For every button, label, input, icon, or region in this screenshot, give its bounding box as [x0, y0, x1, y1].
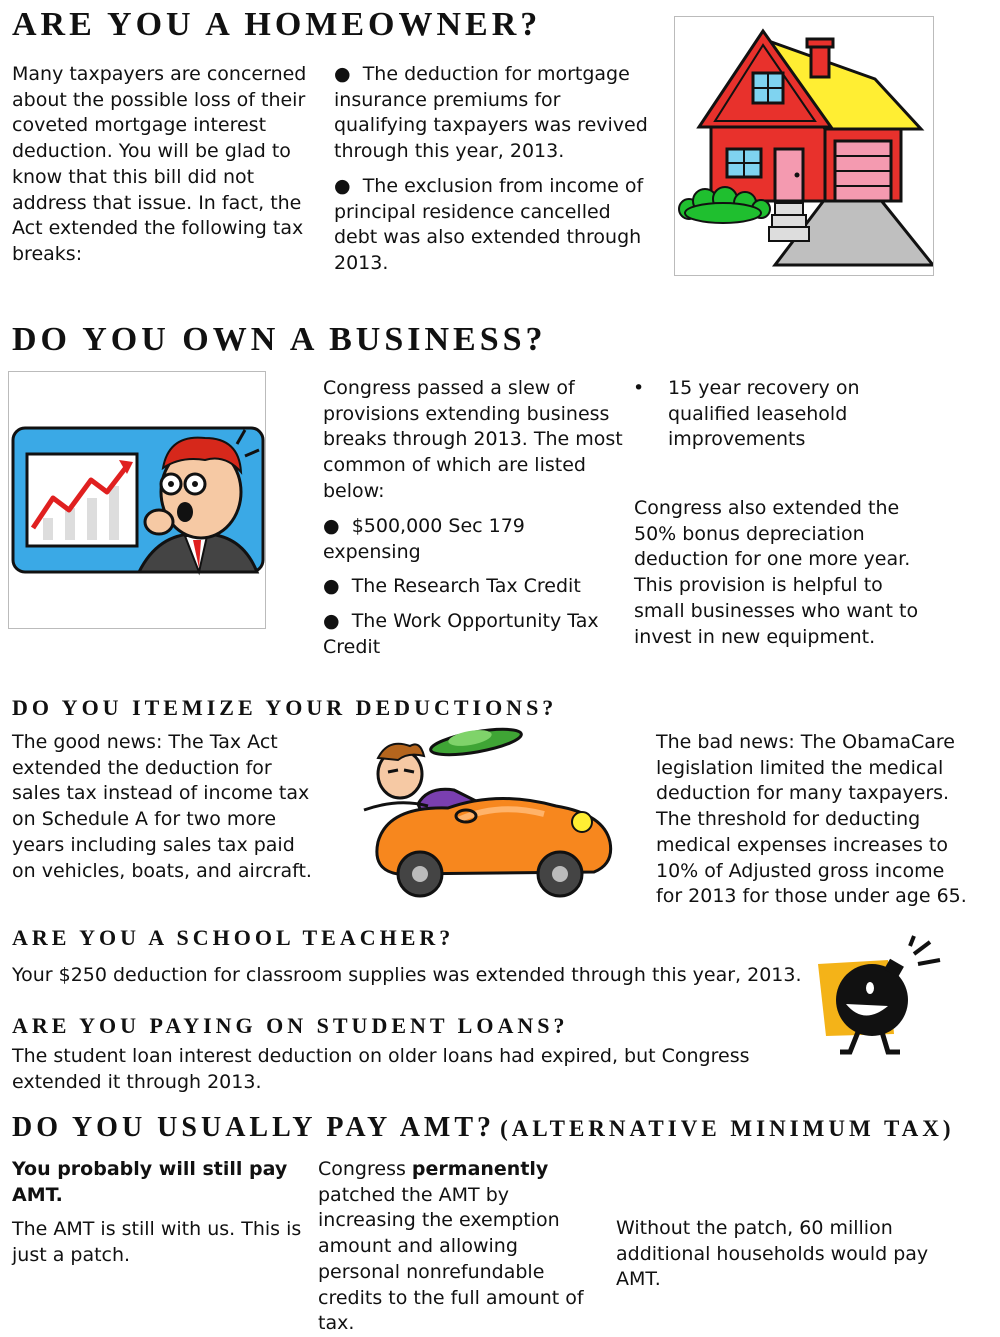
homeowner-heading: ARE YOU A HOMEOWNER?	[12, 6, 542, 43]
bullet-icon: ●	[323, 515, 340, 537]
homeowner-bullets	[334, 62, 652, 277]
list-item: ● The Research Tax Credit	[323, 575, 581, 598]
bullet-icon: ●	[323, 610, 340, 633]
bullet-icon: •	[633, 377, 645, 399]
amt-heading: DO YOU USUALLY PAY AMT?	[12, 1112, 496, 1143]
amt-col-1	[12, 1157, 302, 1269]
itemize-bad-news: The bad news: The ObamaCare legislation limited the medical deduction for many taxpayers. The threshold for deducting medical expenses increases to 10% of Adjusted gross income for 2013 for those under age 65.	[656, 731, 967, 908]
amt-col1-bold: You probably will still pay AMT.	[12, 1158, 288, 1206]
homeowner-intro: Many taxpayers are concerned about the possible loss of their coveted mortgage interest deduction. You will be glad to know that this bill did not address that issue. In fact, the Act extended the following tax breaks:	[12, 63, 307, 265]
business-extra: Congress also extended the 50% bonus depreciation deduction for one more year. This provision is helpful to small businesses who want to invest in new equipment.	[634, 497, 919, 648]
list-item: ● The Work Opportunity Tax Credit	[323, 610, 599, 658]
student-heading: ARE YOU PAYING ON STUDENT LOANS?	[12, 1013, 569, 1038]
bullet-icon: ●	[334, 174, 351, 197]
itemize-good-news: The good news: The Tax Act extended the deduction for sales tax instead of income tax on Schedule A for two more years including sales tax paid on vehicles, boats, and aircraft.	[12, 731, 312, 882]
list-item: ● The exclusion from income of principal residence cancelled debt was also extended through 2013.	[334, 174, 644, 274]
amt-col1-text: The AMT is still with us. This is just a patch.	[12, 1218, 302, 1267]
bomb-character-icon	[818, 934, 960, 1058]
list-item: ● The deduction for mortgage insurance premiums for qualifying taxpayers was revived through this year, 2013.	[334, 63, 648, 163]
house-icon	[674, 16, 934, 276]
teacher-text: Your $250 deduction for classroom supplies was extended through this year, 2013.	[12, 964, 802, 986]
business-heading: DO YOU OWN A BUSINESS?	[12, 321, 547, 358]
amt-subheading: (ALTERNATIVE MINIMUM TAX)	[500, 1116, 955, 1141]
amt-col-2: Congress permanently patched the AMT by increasing the exemption amount and allowing personal nonrefundable credits to the full amount of tax.	[318, 1158, 584, 1335]
list-item: 15 year recovery on qualified leasehold improvements	[668, 377, 860, 451]
car-driver-icon	[358, 724, 620, 900]
bullet-icon: ●	[323, 575, 340, 598]
businessman-chart-icon	[8, 371, 266, 629]
list-item: ● $500,000 Sec 179 expensing	[323, 515, 525, 563]
teacher-heading: ARE YOU A SCHOOL TEACHER?	[12, 925, 455, 950]
itemize-heading: DO YOU ITEMIZE YOUR DEDUCTIONS?	[12, 695, 558, 720]
bullet-icon: ●	[334, 63, 351, 85]
business-bullets	[323, 514, 623, 661]
amt-emphasis: permanently	[411, 1158, 549, 1180]
business-intro: Congress passed a slew of provisions extending business breaks through 2013. The most common of which are listed below:	[323, 377, 623, 502]
amt-heading-row	[12, 1114, 955, 1142]
business-bullet-right	[633, 376, 923, 453]
amt-col-3: Without the patch, 60 million additional households would pay AMT.	[616, 1217, 929, 1291]
student-text: The student loan interest deduction on older loans had expired, but Congress extended it through 2013.	[12, 1045, 750, 1093]
